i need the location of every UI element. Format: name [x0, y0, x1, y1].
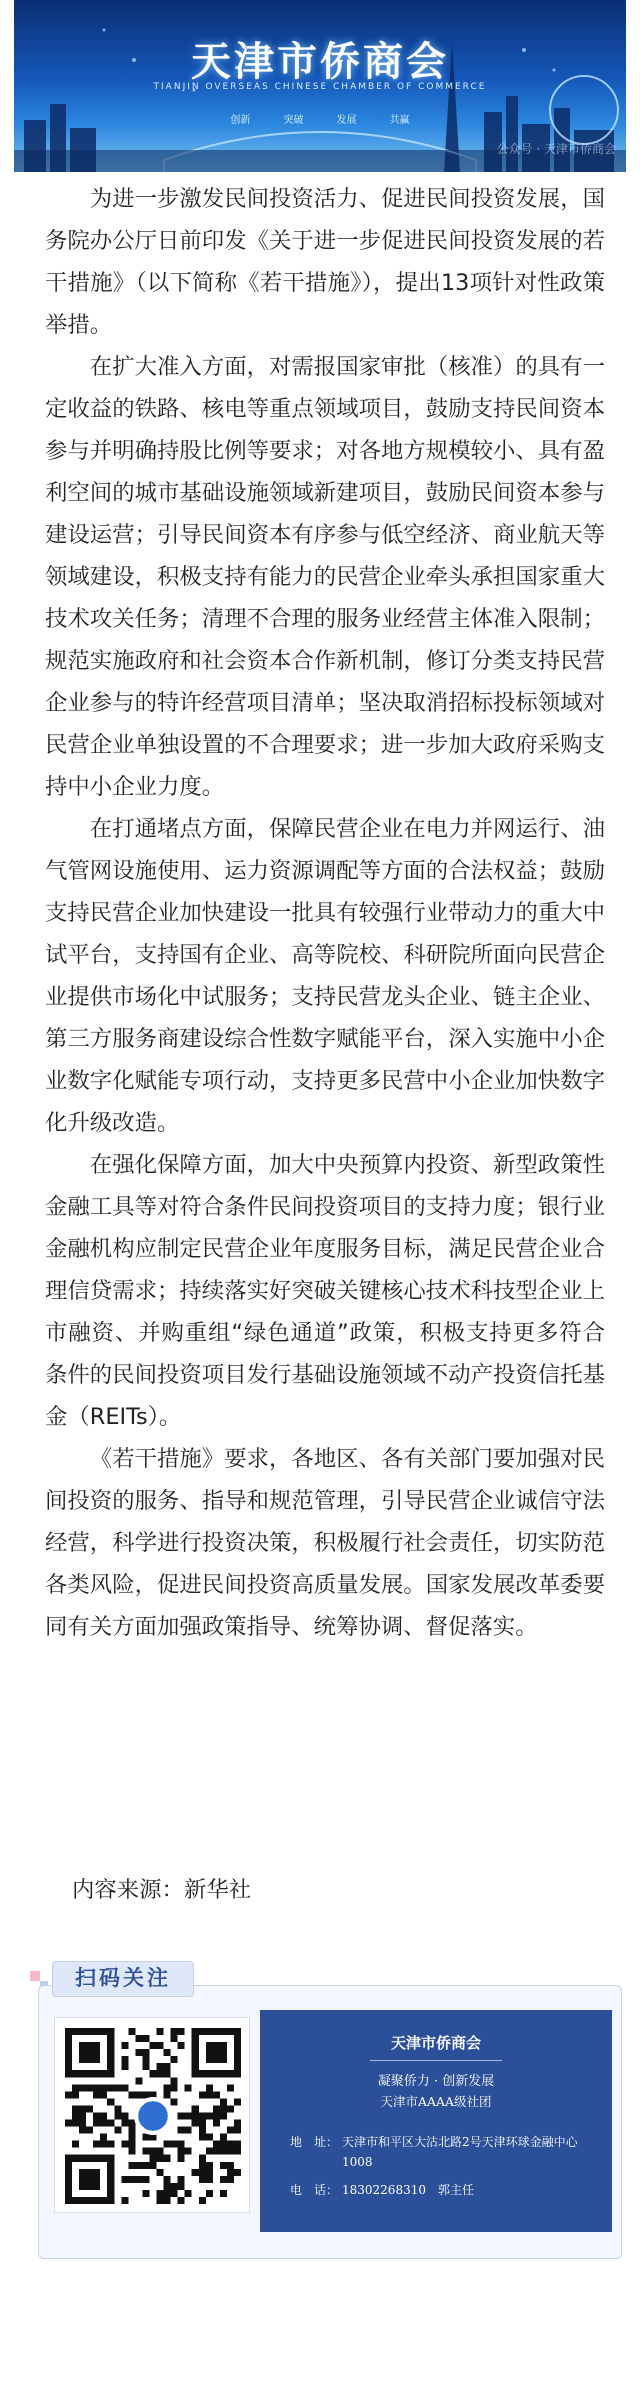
scan-follow-label: 扫码关注: [52, 1961, 194, 1997]
banner-tag: 创新: [230, 115, 251, 126]
org-slogan: 凝聚侨力 · 创新发展: [377, 2074, 495, 2089]
phone-value[interactable]: 18302268310: [342, 2183, 426, 2197]
phone-label: 电 话：: [290, 2183, 339, 2197]
banner-subtitle: TIANJIN OVERSEAS CHINESE CHAMBER OF COMMERCE: [153, 82, 487, 92]
banner-tag: 共赢: [389, 115, 410, 126]
content-source: 内容来源：新华社: [72, 1877, 252, 1903]
address-row: [290, 2132, 600, 2172]
header-banner: [14, 0, 626, 172]
banner-tags: [14, 108, 626, 127]
address-label: 地 址：: [290, 2135, 339, 2149]
qr-code[interactable]: [54, 2017, 250, 2213]
banner-watermark: 公众号 · 天津市侨商会: [496, 142, 616, 156]
phone-row: [290, 2180, 474, 2200]
qr-code-icon: [65, 2028, 241, 2204]
article-body: [45, 178, 605, 1648]
article-paragraph: 在扩大准入方面，对需报国家审批（核准）的具有一定收益的铁路、核电等重点领域项目，鼓励支持民间资本参与并明确持股比例等要求；对各地方规模较小、具有盈利空间的城市基础设施领域新建项目，鼓励民间资本参与建设运营；引导民间资本有序参与低空经济、商业航天等领域建设，积极支持有能力的民营企业牵头承担国家重大技术攻关任务；清理不合理的服务业经营主体准入限制；规范实施政府和社会资本合作新机制，修订分类支持民营企业参与的特许经营项目清单；坚决取消招标投标领域对民营企业单独设置的不合理要求；进一步加大政府采购支持中小企业力度。: [45, 354, 605, 800]
org-grade: 天津市AAAA级社团: [380, 2094, 492, 2109]
banner-tag: 发展: [336, 115, 357, 126]
org-name: 天津市侨商会: [390, 2034, 481, 2052]
follow-card: [28, 1955, 622, 2259]
banner-title: 天津市侨商会: [191, 39, 449, 85]
divider: [370, 2060, 502, 2061]
article-paragraph: 在强化保障方面，加大中央预算内投资、新型政策性金融工具等对符合条件民间投资项目的支持力度；银行业金融机构应制定民营企业年度服务目标，满足民营企业合理信贷需求；持续落实好突破关键核心技术科技型企业上市融资、并购重组“绿色通道”政策，积极支持更多符合条件的民间投资项目发行基础设施领域不动产投资信托基金（REITs）。: [45, 1152, 605, 1430]
banner-tag: 突破: [283, 115, 304, 126]
org-info-panel: [260, 2010, 612, 2232]
contact-person: 郭主任: [437, 2183, 474, 2197]
article-paragraph: 为进一步激发民间投资活力、促进民间投资发展，国务院办公厅日前印发《关于进一步促进民间投资发展的若干措施》（以下简称《若干措施》），提出13项针对性政策举措。: [45, 186, 605, 338]
article-paragraph: 《若干措施》要求，各地区、各有关部门要加强对民间投资的服务、指导和规范管理，引导民营企业诚信守法经营，科学进行投资决策，积极履行社会责任，切实防范各类风险，促进民间投资高质量发展。国家发展改革委要同有关方面加强政策指导、统筹协调、督促落实。: [45, 1446, 605, 1640]
article-paragraph: 在打通堵点方面，保障民营企业在电力并网运行、油气管网设施使用、运力资源调配等方面的合法权益；鼓励支持民营企业加快建设一批具有较强行业带动力的重大中试平台，支持国有企业、高等院校、科研院所面向民营企业提供市场化中试服务；支持民营龙头企业、链主企业、第三方服务商建设综合性数字赋能平台，深入实施中小企业数字化赋能专项行动，支持更多民营中小企业加快数字化升级改造。: [45, 816, 605, 1136]
address-value: 天津市和平区大沽北路2号天津环球金融中心1008: [342, 2135, 578, 2169]
